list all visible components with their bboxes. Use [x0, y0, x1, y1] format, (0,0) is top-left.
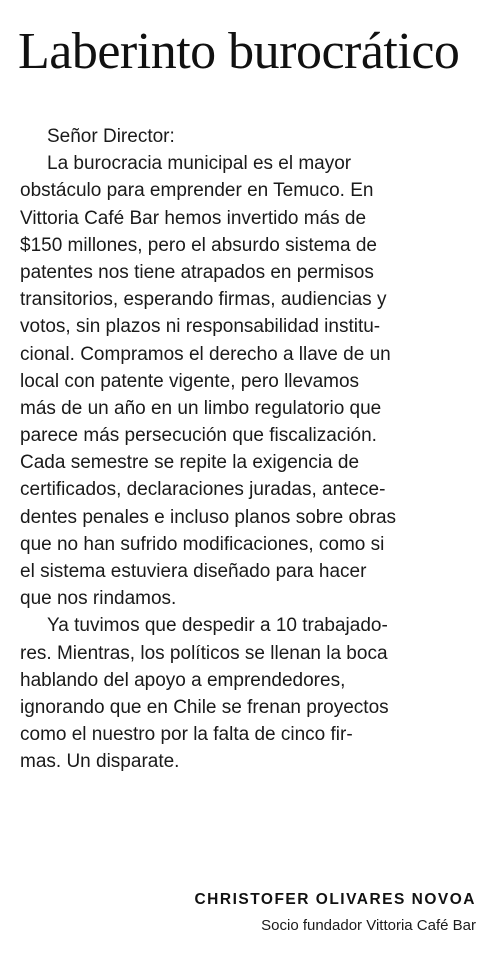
body-line: que no han sufrido modificaciones, como si [20, 533, 385, 555]
letter-body [20, 123, 488, 776]
author-role: Socio fundador Vittoria Café Bar [261, 917, 476, 934]
body-line: mas. Un disparate. [20, 751, 180, 773]
body-line: res. Mientras, los políticos se llenan la boca [20, 642, 388, 664]
body-line: más de un año en un limbo regulatorio que [20, 397, 382, 419]
headline: Laberinto burocrático [18, 23, 460, 80]
author-name: CHRISTOFER OLIVARES NOVOA [194, 891, 476, 908]
body-line: La burocracia municipal es el mayor [47, 153, 352, 175]
signature-block [194, 888, 476, 938]
salutation: Señor Director: [47, 126, 175, 147]
body-line: como el nuestro por la falta de cinco fir- [20, 724, 353, 746]
body-line: local con patente vigente, pero llevamos [20, 370, 360, 392]
body-line: Ya tuvimos que despedir a 10 trabajado- [47, 615, 388, 637]
body-line: patentes nos tiene atrapados en permisos [20, 261, 374, 283]
body-line: que nos rindamos. [20, 588, 177, 610]
body-line: cional. Compramos el derecho a llave de un [20, 343, 391, 365]
body-line: obstáculo para emprender en Temuco. En [20, 180, 374, 202]
body-line: dentes penales e incluso planos sobre obras [20, 506, 397, 528]
body-line: hablando del apoyo a emprendedores, [20, 669, 346, 691]
body-line: transitorios, esperando firmas, audiencias y [20, 289, 387, 311]
body-line: el sistema estuviera diseñado para hacer [20, 561, 367, 582]
body-line: $150 millones, pero el absurdo sistema de [20, 234, 377, 256]
body-line: Cada semestre se repite la exigencia de [20, 452, 360, 474]
body-line: parece más persecución que fiscalización. [20, 425, 377, 447]
body-line: certificados, declaraciones juradas, antece- [20, 479, 386, 501]
body-line: ignorando que en Chile se frenan proyectos [20, 696, 389, 718]
body-line: Vittoria Café Bar hemos invertido más de [20, 207, 367, 229]
body-line: votos, sin plazos ni responsabilidad institu- [20, 316, 381, 338]
